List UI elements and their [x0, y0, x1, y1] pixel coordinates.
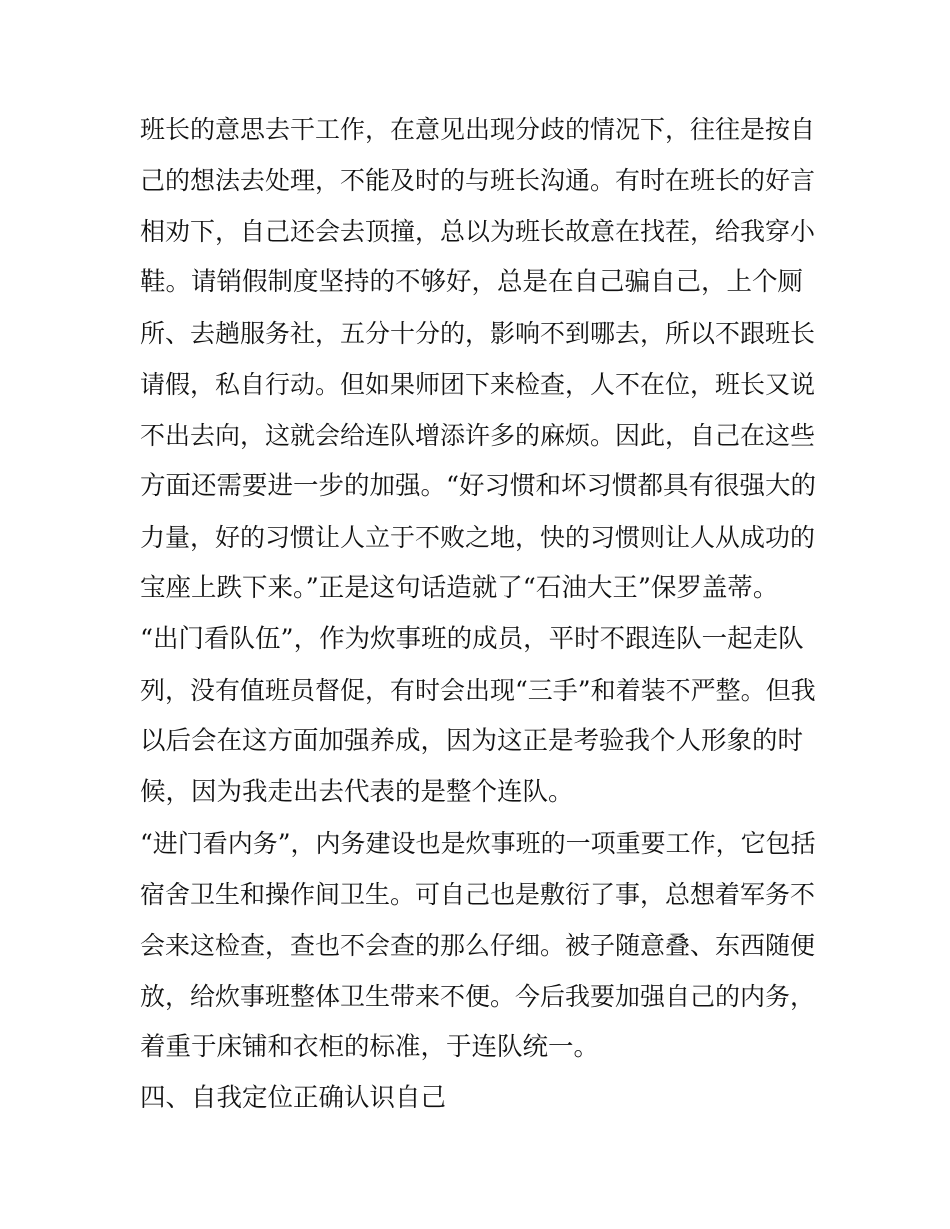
text-line: 己的想法去处理，不能及时的与班长沟通。有时在班长的好言: [140, 166, 816, 195]
text-line: 班长的意思去干工作，在意见出现分歧的情况下，往往是按自: [140, 115, 816, 144]
text-line: “出门看队伍”，作为炊事班的成员，平时不跟连队一起走队: [140, 624, 804, 654]
body-text: [140, 104, 820, 1124]
text-line: 候，因为我走出去代表的是整个连队。: [140, 777, 574, 807]
text-line: 宝座上跌下来。”正是这句话造就了“石油大王”保罗盖蒂。: [140, 573, 779, 603]
text-line: 以后会在这方面加强养成，因为这正是考验我个人形象的时: [140, 726, 804, 756]
section-heading: 四、自我定位正确认识自己: [140, 1083, 447, 1113]
text-line: 相劝下，自己还会去顶撞，总以为班长故意在找茬，给我穿小: [140, 217, 816, 246]
text-line: 方面还需要进一步的加强。“好习惯和坏习惯都具有很强大的: [140, 471, 817, 501]
text-line: 力量，好的习惯让人立于不败之地，快的习惯则让人从成功的: [140, 523, 816, 552]
text-line: 着重于床铺和衣柜的标准，于连队统一。: [140, 1032, 600, 1062]
text-line: 鞋。请销假制度坚持的不够好，总是在自己骗自己，上个厕: [140, 267, 804, 297]
text-line: 请假，私自行动。但如果师团下来检查，人不在位，班长又说: [140, 370, 816, 399]
text-line: 列，没有值班员督促，有时会出现“三手”和着装不严整。但我: [140, 676, 816, 705]
text-line: 不出去向，这就会给连队增添许多的麻烦。因此，自己在这些: [140, 421, 816, 450]
text-line: “进门看内务”，内务建设也是炊事班的一项重要工作，它包括: [140, 829, 816, 858]
text-line: 放，给炊事班整体卫生带来不便。今后我要加强自己的内务，: [140, 982, 816, 1011]
text-line: 所、去趟服务社，五分十分的，影响不到哪去，所以不跟班长: [140, 319, 816, 348]
text-line: 会来这检查，查也不会查的那么仔细。被子随意叠、东西随便: [140, 931, 816, 960]
text-line: 宿舍卫生和操作间卫生。可自己也是敷衍了事，总想着军务不: [140, 880, 816, 909]
